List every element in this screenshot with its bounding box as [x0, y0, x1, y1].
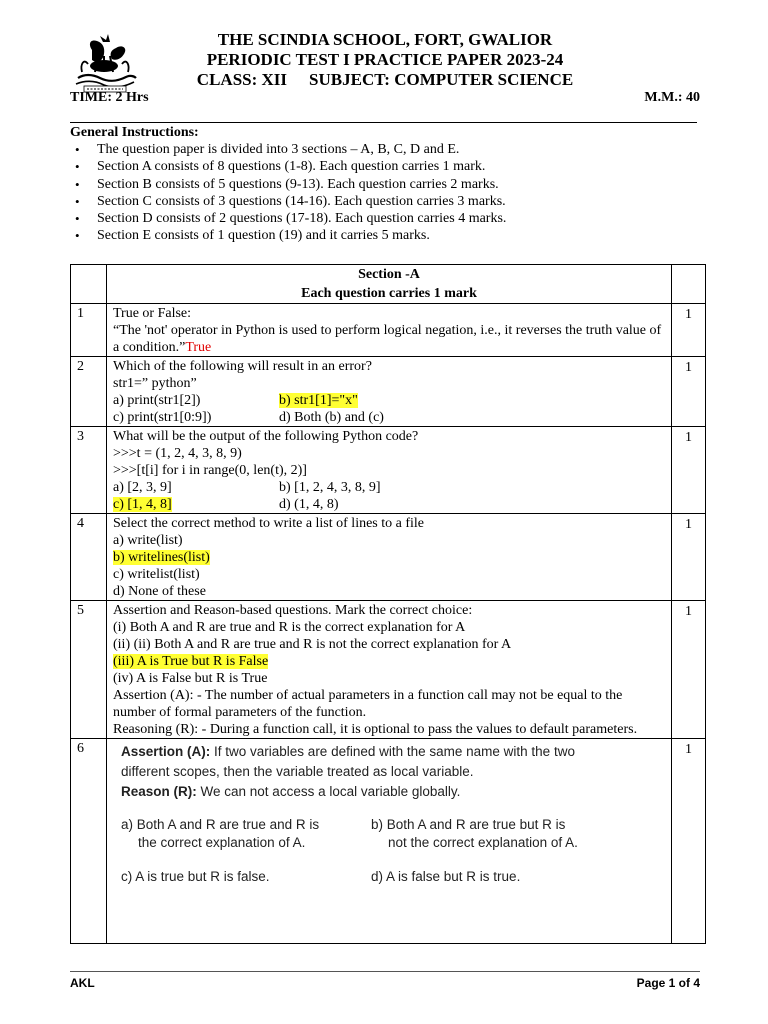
- table-row: [71, 427, 706, 514]
- question-marks: 1: [672, 304, 706, 357]
- question-marks: 1: [672, 514, 706, 601]
- question-marks: 1: [672, 739, 706, 944]
- section-title: Section -A: [358, 267, 420, 282]
- table-row: [71, 304, 706, 357]
- question-body: [107, 357, 672, 427]
- option-b: [371, 816, 621, 852]
- instructions-list: [70, 141, 700, 245]
- option-a: a) print(str1[2]): [113, 393, 201, 408]
- page-number: Page 1 of 4: [636, 976, 700, 990]
- list-item: • Section D consists of 2 questions (17-18). Each question carries 4 marks.: [97, 210, 700, 227]
- option-b-highlighted: b) writelines(list): [113, 550, 210, 565]
- code-line: >>>[t[i] for i in range(0, len(t), 2)]: [113, 463, 307, 478]
- option-d: d) Both (b) and (c): [279, 410, 384, 425]
- assertion-text-cont: different scopes, then the variable treated as local variable.: [121, 764, 474, 779]
- choice-ii: (ii) (ii) Both A and R are true and R is not the correct explanation for A: [113, 637, 512, 652]
- header-divider: [70, 122, 697, 123]
- question-body: [107, 427, 672, 514]
- table-row: [71, 265, 706, 304]
- option-c: c) writelist(list): [113, 567, 200, 582]
- question-marks: 1: [672, 357, 706, 427]
- table-row: [71, 601, 706, 739]
- question-table: [70, 264, 706, 944]
- option-c-highlighted: c) [1, 4, 8]: [113, 497, 172, 512]
- code-line: >>>t = (1, 2, 4, 3, 8, 9): [113, 446, 242, 461]
- choice-iv: (iv) A is False but R is True: [113, 671, 268, 686]
- assertion-label: Assertion (A):: [121, 744, 211, 759]
- option-a: [121, 816, 371, 852]
- question-marks: 1: [672, 427, 706, 514]
- option-c: c) A is true but R is false.: [121, 869, 270, 884]
- paper-title: PERIODIC TEST I PRACTICE PAPER 2023-24: [206, 50, 564, 69]
- question-number: 1: [71, 304, 107, 357]
- option-d: d) (1, 4, 8): [279, 497, 339, 512]
- options-row: [113, 496, 665, 513]
- question-number: 3: [71, 427, 107, 514]
- option-d: d) A is false but R is true.: [371, 869, 521, 884]
- option-c: c) print(str1[0:9]): [113, 410, 212, 425]
- question-text: Select the correct method to write a list of lines to a file: [113, 516, 425, 531]
- general-instructions: [70, 124, 700, 245]
- list-item: • Section A consists of 8 questions (1-8). Each question carries 1 mark.: [97, 158, 700, 175]
- options-row: [113, 409, 665, 426]
- instructions-title: General Instructions:: [70, 125, 199, 140]
- school-name: THE SCINDIA SCHOOL, FORT, GWALIOR: [217, 30, 553, 49]
- list-item: • Section C consists of 3 questions (14-16). Each question carries 3 marks.: [97, 193, 700, 210]
- question-body: [107, 304, 672, 357]
- class-subject-line: [70, 70, 700, 90]
- choice-i: (i) Both A and R are true and R is the correct explanation for A: [113, 620, 466, 635]
- footer-divider: [70, 971, 700, 972]
- list-item: • Section B consists of 5 questions (9-13). Each question carries 2 marks.: [97, 176, 700, 193]
- assertion-text: If two variables are defined with the same name with the two: [210, 744, 575, 759]
- question-number: 5: [71, 601, 107, 739]
- question-text: What will be the output of the following Python code?: [113, 429, 419, 444]
- question-marks: 1: [672, 601, 706, 739]
- time-label: TIME: 2 Hrs: [70, 90, 149, 105]
- option-b: b) [1, 2, 4, 3, 8, 9]: [279, 480, 381, 495]
- options-grid: [121, 816, 665, 886]
- max-marks-label: M.M.: 40: [644, 90, 700, 105]
- page-header: [70, 28, 700, 120]
- title-block: [70, 30, 700, 90]
- option-b-highlighted: b) str1[1]="x": [279, 393, 358, 408]
- options-row: [113, 392, 665, 409]
- table-row: [71, 357, 706, 427]
- reason-text: We can not access a local variable globally.: [196, 784, 461, 799]
- question-image: [113, 740, 665, 886]
- assertion-text: Assertion (A): - The number of actual parameters in a function call may not be equal to the number of formal parameters of the function.: [113, 688, 623, 720]
- option-a: a) write(list): [113, 533, 183, 548]
- question-text: Assertion and Reason-based questions. Mark the correct choice:: [113, 603, 473, 618]
- choice-iii-highlighted: (iii) A is True but R is False: [113, 654, 269, 669]
- question-body: [107, 514, 672, 601]
- section-subtitle: Each question carries 1 mark: [301, 286, 477, 301]
- option-b-line2: not the correct explanation of A.: [388, 835, 578, 850]
- list-item: • The question paper is divided into 3 sections – A, B, C, D and E.: [97, 141, 700, 158]
- code-line: str1=” python”: [113, 376, 197, 391]
- option-a: a) [2, 3, 9]: [113, 480, 172, 495]
- question-number: 2: [71, 357, 107, 427]
- reason-label: Reason (R):: [121, 784, 197, 799]
- question-text: Which of the following will result in an error?: [113, 359, 372, 374]
- section-header: [107, 265, 672, 304]
- reason-text: Reasoning (R): - During a function call, it is optional to pass the values to default parameters.: [113, 722, 638, 737]
- answer-text: True: [185, 340, 212, 355]
- table-row: [71, 739, 706, 944]
- question-number: 6: [71, 739, 107, 944]
- question-body: [107, 739, 672, 944]
- question-text: [113, 322, 665, 356]
- list-item: • Section E consists of 1 question (19) and it carries 5 marks.: [97, 227, 700, 244]
- option-d: d) None of these: [113, 584, 206, 599]
- question-body: [107, 601, 672, 739]
- question-text: True or False:: [113, 306, 192, 321]
- option-a-line2: the correct explanation of A.: [138, 835, 306, 850]
- option-b-line1: b) Both A and R are true but R is: [371, 817, 566, 832]
- class-label: CLASS: XII: [196, 70, 288, 89]
- table-row: [71, 514, 706, 601]
- options-row: [113, 479, 665, 496]
- question-number: 4: [71, 514, 107, 601]
- option-a-line1: a) Both A and R are true and R is: [121, 817, 320, 832]
- subject-label: SUBJECT: COMPUTER SCIENCE: [309, 70, 574, 89]
- footer-initials: AKL: [70, 976, 95, 990]
- statement-text: “The 'not' operator in Python is used to perform logical negation, i.e., it reverses the truth value of a condition.”: [113, 323, 662, 355]
